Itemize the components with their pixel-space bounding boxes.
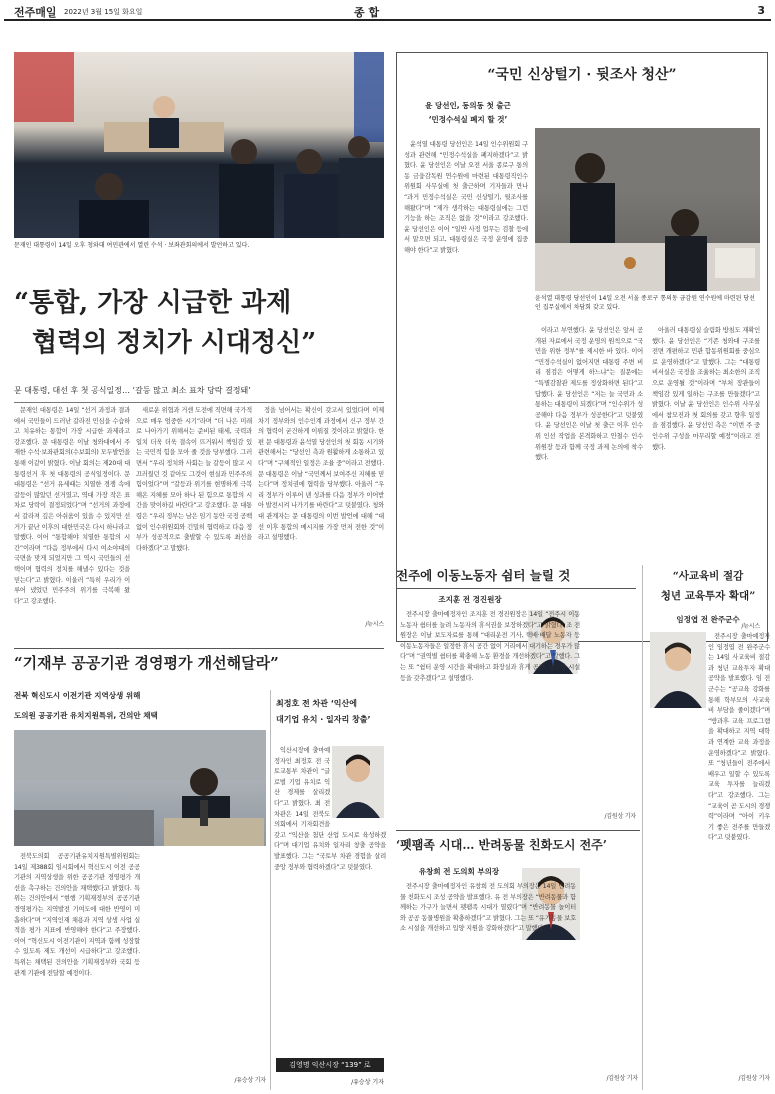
edu-byline: /김원상 기자 bbox=[738, 1075, 770, 1082]
kijae-body-text: 전북도의회 공공기관유치지원특별위원회는 14일 제388회 임시회에서 혁신도시 이전 공공기관의 지역상생을 위한 공공기관 경영평가 개선을 촉구하는 건의안을 채택했다고 밝혔다. 특위는 건의안에서 “현행 기획재정부의 공공기관 경영평가는 지역발전 기여도에 대한 반영이 미흡하다”며 “지역인재 채용과 지역 상생 사업 실적을 평가 지표에 반영해야 한다”고 주장했다. 이어 “혁신도시 이전기관이 지역과 함께 성장할 수 있도록 제도 개선이 시급하다”고 강조했다. 특위는 채택된 건의안을 기획재정부와 국회 등 관계 기관에 전달할 예정이다. bbox=[14, 853, 140, 977]
yoon-headline: “국민 신상털기 · 뒷조사 청산” bbox=[487, 67, 677, 83]
council-session-illustration bbox=[14, 730, 266, 846]
kijae-photo bbox=[14, 730, 266, 846]
lead-col2-text: 새로운 위협과 거센 도전에 직면해 국가적으로 매우 엄중한 시기”라며 “더 나은 미래로 나아가기 위해서는 준비된 태세, 국력과 일치 더욱 더욱 결속이 뜨거워서 책임감 있는 국민적 힘을 모아 줄 것을 당부했다. 그러면서 “우리 정치와 사회는 늘 갈등이 많고 시끄러웠던 것 같아도 그것이 현실과 민주주의 힘이었다”며 “갈등과 위기를 현명하게 극복해온 지혜를 모아 하나 된 힘으로 통합의 시간을 맞이하길 바란다”고 강조했다. 문 대통령은 “우리 정부는 남은 임기 동안 국정 공백 없이 인수위원회와 긴밀히 협력하고 다음 정부가 성공적으로 출발할 수 있도록 최선을 다하겠다”고 말했다. bbox=[136, 407, 252, 552]
chae-subhead-line1: 최정호 전 차관 ‘익산에 bbox=[276, 699, 357, 708]
lead-photo-caption: 문재인 대통령이 14일 오후 청와대 여민관에서 열린 수석 · 보좌관회의에서 발언하고 있다. bbox=[14, 242, 250, 249]
pet-body bbox=[400, 882, 638, 1088]
pet-headline: ‘펫팸족 시대… 반려동물 친화도시 전주’ bbox=[396, 838, 607, 852]
paper-name: 전주매일 bbox=[14, 6, 57, 18]
lead-photo bbox=[14, 52, 384, 238]
meeting-scene-illustration bbox=[14, 52, 384, 238]
lead-byline: /뉴시스 bbox=[365, 621, 384, 628]
lead-column-1 bbox=[14, 406, 130, 632]
yoon-photo bbox=[535, 128, 760, 291]
edu-headline bbox=[646, 566, 770, 610]
yoon-col3-text: 아울러 대통령실 슬림화 방침도 재확인했다. 윤 당선인은 “기존 청와대 구조를 전면 개편하고 민관 합동위원회를 중심으로 운영하겠다”고 말했다. 그는 “대통령 비서실은 국정을 조율하는 최소한의 조직으로 운영될 것”이라며 “부처 장관들이 책임감 있게 일하는 구조를 만들겠다”고 밝혔다. 이날 윤 당선인은 인수위 사무실에서 참모진과 첫 회의를 갖고 향후 일정을 점검했다. 윤 당선인 측은 “이번 주 중 인수위 구성을 마무리할 예정”이라고 전했다. bbox=[652, 327, 760, 451]
section-name: 종 합 bbox=[354, 6, 380, 18]
kijae-column-2 bbox=[144, 852, 266, 1088]
lead-column-2 bbox=[136, 406, 252, 632]
edu-author: 임정엽 전 완주군수 bbox=[676, 615, 740, 624]
labor-body-text: 전주시장 출마예정자인 조지훈 전 경진원장은 14일 “전주시 이동노동자 쉼터를 늘려 노동자의 휴식권을 보장하겠다”고 밝혔다. 조 전 원장은 이날 보도자료를 통해 “대리운전 기사, 택배·배달 노동자 등 이동노동자들은 일정한 휴식 공간 없이 거리에서 대기하는 경우가 많다”며 “권역별 쉼터를 확충해 노동 환경을 개선하겠다”고 말했다. 그는 또 “쉼터 운영 시간을 확대하고 화장실과 휴게 공간, 냉난방 시설 등을 갖추겠다”고 설명했다. bbox=[400, 611, 580, 682]
pet-body-text: 전주시장 출마예정자인 유창희 전 도의회 부의장은 14일 반려동물 친화도시 조성 공약을 발표했다. 유 전 부의장은 “반려동물과 함께하는 가구가 늘면서 펫팸족 시대가 열렸다”며 “반려동물 놀이터와 공공 동물병원을 확충하겠다”고 밝혔다. 그는 또 “유기동물 보호소 시설을 개선하고 입양 지원을 강화하겠다”고 말했다. bbox=[400, 883, 576, 933]
yoon-col2-text: 이라고 부연했다. 윤 당선인은 앞서 공개된 자료에서 국정 운영의 원칙으로 “국민을 위한 정부”를 제시한 바 있다. 이어 “민정수석실이 없어지면 대통령 주변 비리 점검은 어떻게 하느냐”는 질문에는 “특별감찰관 제도를 정상화하면 된다”고 답했다. 윤 당선인은 “저는 늘 국민과 소통하는 대통령이 되겠다”며 “인수위가 성공해야 다음 정부가 성공한다”고 덧붙였다. 윤 당선인은 이날 첫 출근 이후 인수위 인선 작업을 본격화하고 안철수 인수위원장 등과 함께 국정 과제 논의에 착수했다. bbox=[535, 327, 643, 462]
pet-byline: /김원상 기자 bbox=[606, 1075, 638, 1082]
kijae-headline: “기재부 공공기관 경영평가 개선해달라” bbox=[14, 654, 279, 672]
edu-headline-line2: 청년 교육투자 확대” bbox=[660, 590, 756, 602]
kijae-subhead-1: 전북 혁신도시 이전기관 지역상생 위해 bbox=[14, 691, 141, 700]
kijae-column-1 bbox=[14, 852, 140, 1088]
chae-divider bbox=[270, 690, 271, 1090]
chae-body bbox=[274, 746, 386, 1064]
lead-headline-line1: “통합, 가장 시급한 과제 bbox=[14, 288, 292, 318]
lead-col1-text: 문재인 대통령은 14일 “선거 과정과 결과에서 국민들이 드러난 갈라진 민심을 수습하고 치유하는 통합이 가장 시급한 과제라고 강조했다. 문 대통령은 이날 청와대에서 주재한 수석·보좌관회의(수보회의) 모두발언을 통해 이같이 밝혔다. 이날 회의는 제20대 대통령선거 후 첫 대통령의 공식일정이다. 문 대통령은 “선거 유세때는 치열한 경쟁 속에 갈등이 많았던 선거였고, 역대 가장 작은 표 차로 당락이 결정되었다”며 “선거의 과정에서 갈라져 깊은 아쉬움이 있을 수 있지만 선거가 끝난 이후의 대한민국은 다시 하나라고 말했다. 이어 “통합해야 치열한 통합의 시간”이라며 “다음 정부에서 다시 여소야대의 국면을 맞게 되었지만 그 역시 국민들의 선택이며 협력의 정치를 해낼수 있다는 것을 믿는다”고 밝혔다. 이울러 “특히 우리가 이루어 냈었던 민주주의 위기를 극복해 왔다”고 강조했다. bbox=[14, 407, 130, 605]
chae-subhead-line2: 대기업 유치 · 일자리 창출’ bbox=[276, 715, 371, 724]
labor-author: 조지훈 전 경진원장 bbox=[438, 595, 502, 604]
edu-divider bbox=[642, 565, 643, 1090]
labor-headline-rule bbox=[396, 588, 636, 589]
yoon-photo-caption: 윤석열 대통령 당선인이 14일 오전 서울 종로구 통의동 금감원 연수원에 마련된 당선인 집무실에서 차담회 갖고 있다. bbox=[535, 295, 755, 311]
yoon-column-1 bbox=[404, 140, 528, 626]
edu-body-text: 전주시장 출마예정자인 임정엽 전 완주군수는 14일 사교육비 절감과 청년 교육투자 확대 공약을 발표했다. 임 전 군수는 “공교육 강화를 통해 학부모의 사교육비 부담을 줄이겠다”며 “방과후 교육 프로그램을 확대하고 지역 대학과 연계한 교육 과정을 운영하겠다”고 밝혔다. 또 “청년들이 전주에서 배우고 일할 수 있도록 교육 투자를 늘리겠다”고 강조했다. 그는 “교육이 곧 도시의 경쟁력”이라며 “아이 키우기 좋은 전주를 만들겠다”고 덧붙였다. bbox=[708, 633, 770, 842]
lead-headline-line2: 협력의 정치가 시대정신” bbox=[32, 328, 317, 358]
lead-col3-text: 정을 넘어서는 확신이 갖고서 있었다며 이제 차기 정부와의 인수인계 과정에서 신구 정부 간의 협력이 굳건하게 이뤄질 것이라고 밝혔다. 한편 문 대통령과 윤석열 당선인의 첫 회동 시기와 관련해서는 “당선인 측과 원활하게 소통하고 있다”며 “구체적인 일정은 조율 중”이라고 전했다. 문 대통령은 이날 “국민께서 보여주신 지혜를 믿는다”며 정치권에 협력을 당부했다. 아울러 “우리 정부가 이루어 낸 성과를 다음 정부가 이어받아 발전시켜 나가기를 바란다”고 덧붙였다. 청와대 관계자는 문 대통령의 이번 발언에 대해 “대선 이후 통합의 메시지를 가장 먼저 전한 것”이라고 설명했다. bbox=[258, 407, 384, 542]
labor-byline: /김원상 기자 bbox=[604, 813, 636, 820]
edu-headline-line1: “사교육비 절감 bbox=[672, 570, 744, 582]
kijae-byline: /유승상 기자 bbox=[234, 1077, 266, 1084]
lead-headline bbox=[14, 283, 384, 369]
header-rule bbox=[4, 19, 771, 21]
labor-body bbox=[400, 610, 636, 830]
chae-banner: 김영명 익산시장 “139” 로 bbox=[276, 1058, 384, 1072]
yoon-col1-text: 윤석열 대통령 당선인은 14일 인수위원회 구성과 관련해 “민정수석실을 폐지하겠다”고 밝혔다. 윤 당선인은 이날 오전 서울 종로구 통의동 금융감독원 연수원에 마련된 대통령직인수위원회 사무실에 첫 출근하며 기자들과 만나 “과거 민정수석실은 국민 신상털기, 뒷조사를 해왔다”며 “제가 생각하는 대통령실에는 그런 기능을 하는 조직은 없을 것”이라고 강조했다. 윤 당선인은 이어 “일반 사정 업무는 검찰 등에서 맡으면 되고, 대통령실은 국정 운영에 집중해야 한다”고 밝혔다. bbox=[404, 141, 528, 254]
lead-subhead-rule bbox=[14, 402, 384, 403]
yoon-subhead-1: 윤 당선인, 동의동 첫 출근 bbox=[425, 101, 511, 110]
edu-body bbox=[648, 632, 770, 1090]
yoon-meeting-illustration bbox=[535, 128, 760, 291]
page-number: 3 bbox=[757, 4, 765, 17]
lead-column-3 bbox=[258, 406, 384, 632]
pet-top-rule bbox=[396, 830, 640, 831]
kijae-top-rule bbox=[14, 648, 384, 649]
yoon-byline: /뉴시스 bbox=[741, 623, 760, 630]
chae-subhead bbox=[276, 696, 386, 736]
yoon-subhead-2: ‘민정수석실 폐지 할 것’ bbox=[428, 115, 508, 124]
kijae-col2-filler bbox=[144, 852, 266, 1074]
masthead bbox=[4, 4, 771, 18]
lead-subhead: 문 대통령, 대선 후 첫 공식일정… ‘갈등 많고 최소 표차 당락 결정돼’ bbox=[14, 386, 251, 395]
kijae-subhead-2: 도의원 공공기관 유치지원특위, 건의안 채택 bbox=[14, 711, 158, 720]
chae-body-text: 익산시장에 출마예정자인 최정호 전 국토교통부 차관이 “글로벌 기업 유치로 익산 경제를 살리겠다”고 밝혔다. 최 전 차관은 14일 전북도의회에서 기자회견을 갖고 “익산을 첨단 산업 도시로 육성하겠다”며 대기업 유치와 일자리 창출 공약을 발표했다. 그는 “국토부 차관 경험을 살려 중앙 정부와 협력하겠다”고 덧붙였다. bbox=[274, 747, 386, 871]
chae-byline: /유승상 기자 bbox=[351, 1079, 384, 1086]
labor-headline: 전주에 이동노동자 쉼터 늘릴 것 bbox=[396, 568, 571, 583]
paper-date: 2022년 3월 15일 화요일 bbox=[64, 8, 143, 16]
pet-author: 유창희 전 도의회 부의장 bbox=[418, 867, 500, 876]
